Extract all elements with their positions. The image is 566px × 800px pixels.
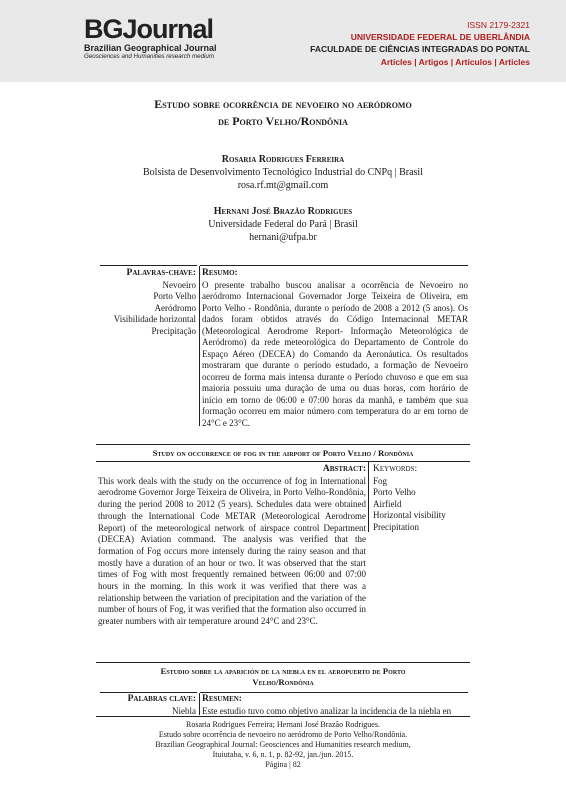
abstract-en [98, 464, 366, 628]
section-title-en: Study on occurrence of fog in the airport of Porto Velho / Rondônia [152, 448, 414, 458]
divider [200, 692, 468, 693]
abstract-heading: Abstract: [322, 464, 366, 474]
keywords-heading: Palavras-chave: [126, 268, 196, 278]
keyword: Horizontal visibility [373, 510, 446, 520]
logo-subtitle: Brazilian Geographical Journal [84, 43, 217, 53]
keyword: Precipitation [373, 521, 419, 532]
article-type: Articles | Artigos | Artículos | Articles [380, 57, 530, 67]
page-footer [90, 720, 476, 770]
logo-tagline: Geosciences and Humanities research medium [84, 53, 214, 60]
abstract-heading: Resumo: [202, 268, 238, 278]
footer-citation: Ituiutaba, v. 6, n. 1, p. 82-92, jan./jun. 2015. [212, 750, 354, 759]
abstract-es [202, 694, 468, 717]
footer-title: Estudo sobre ocorrência de nevoeiro no aeródromo de Porto Velho/Rondônia. [158, 730, 408, 739]
divider [100, 265, 197, 266]
keyword: Porto Velho [153, 291, 196, 301]
abstract-text: This work deals with the study on the occurrence of fog in International aerodrome Governor Jorge Teixeira de Oliveira, in Porto Velho-Rondônia, during the period 2008 to 2012 (5 years). Schedules data were obtained through the International Code METAR (Meteorological Aerodrome Report) of the meteorological network of airspace control Department (DECEA) Aviation command. The analysis was verified that the formation of Fog occurs more intensely during the rainy season and that mostly have a duration of an hour or two. It was observed that the start times of Fog with most frequently remained between 06:00 and 07:00 hours in the morning. In this work it was verified that there was a relationship between the variation of precipitation and the variation of the number of hours of Fog, it was verified that the formation also occurred in greater numbers with air temperature around 24°C and 23°C. [98, 475, 366, 627]
university-name: UNIVERSIDADE FEDERAL DE UBERLÂNDIA [350, 32, 530, 42]
keywords-heading: Keywords: [373, 464, 418, 474]
author-affiliation: Bolsista de Desenvolvimento Tecnológico Industrial do CNPq | Brasil [143, 167, 423, 178]
divider [96, 716, 470, 717]
author-email: hernani@ufpa.br [249, 232, 317, 243]
column-divider [368, 462, 369, 532]
footer-journal: Brazilian Geographical Journal: Geosciences and Humanities research medium, [155, 740, 411, 749]
abstract-pt [202, 268, 468, 429]
logo-title: BGJournal [84, 14, 214, 44]
author-name: Hernani José Brazão Rodrigues [213, 206, 353, 217]
author-email: rosa.rf.mt@gmail.com [237, 180, 329, 191]
divider [200, 265, 468, 266]
column-divider [199, 693, 200, 715]
divider [96, 662, 470, 663]
abstract-heading: Resumen: [202, 694, 242, 704]
keyword: Fog [373, 475, 388, 486]
keywords-pt [100, 268, 196, 337]
keywords-en [373, 464, 473, 533]
abstract-text: O presente trabalho buscou analisar a ocorrência de Nevoeiro no aeródromo Internacional Governador Jorge Teixeira de Oliveira, em Porto Velho - Rondônia, durante o período de 2008 a 2012 (5 anos). Os dados foram obtidos através do Código Internacional METAR (Meteorological Aerodrome Report- Informação Meteorológica de Aeródromo) da rede meteorológica do Departamento de Controle do Espaço Aéreo (DECEA) do Comando da Aeronáutica. Os resultados mostraram que durante o período estudado, a formação de Nevoeiro ocorreu de forma mais intensa durante o Período chuvoso e que em sua maioria possuiu uma duração de uma ou duas horas, com horário de início em torno de 06:00 e 07:00 horas da manhã, e também que sua formação ocorreu em maior número com temperatura do ar em torno de 24°C e 23°C. [202, 279, 468, 428]
keyword: Visibilidade horizontal [113, 314, 196, 324]
keyword: Niebla [172, 705, 196, 716]
paper-title: Estudo sobre ocorrência de nevoeiro no aeródromo de Porto Velho/Rondônia [154, 97, 412, 128]
page-number: Página | 82 [265, 760, 301, 769]
author-affiliation: Universidade Federal do Pará | Brasil [208, 219, 358, 230]
keywords-heading: Palabras clave: [127, 694, 196, 704]
keyword: Airfield [373, 498, 402, 509]
keyword: Nevoeiro [162, 279, 196, 290]
keyword: Porto Velho [373, 487, 416, 497]
footer-authors: Rosaria Rodrigues Ferreira; Hernani José Brazão Rodrigues. [186, 720, 380, 729]
keyword: Precipitação [151, 325, 196, 336]
divider [96, 461, 470, 462]
issn: ISSN 2179-2321 [467, 20, 530, 30]
divider [100, 692, 197, 693]
journal-logo [84, 16, 252, 61]
keywords-es [100, 694, 196, 717]
abstract-text: Este estudio tuvo como objetivo analizar la incidencia de la niebla en [202, 705, 452, 716]
faculty-name: FACULDADE DE CIÊNCIAS INTEGRADAS DO PONTAL [310, 44, 530, 54]
column-divider [199, 266, 200, 426]
author-name: Rosaria Rodrigues Ferreira [221, 154, 345, 165]
keyword: Aeródromo [154, 302, 196, 313]
divider [96, 444, 470, 445]
section-title-es: Estudio sobre la aparición de la niebla en el aeropuerto de Porto Velho/Rondônia [160, 666, 406, 687]
